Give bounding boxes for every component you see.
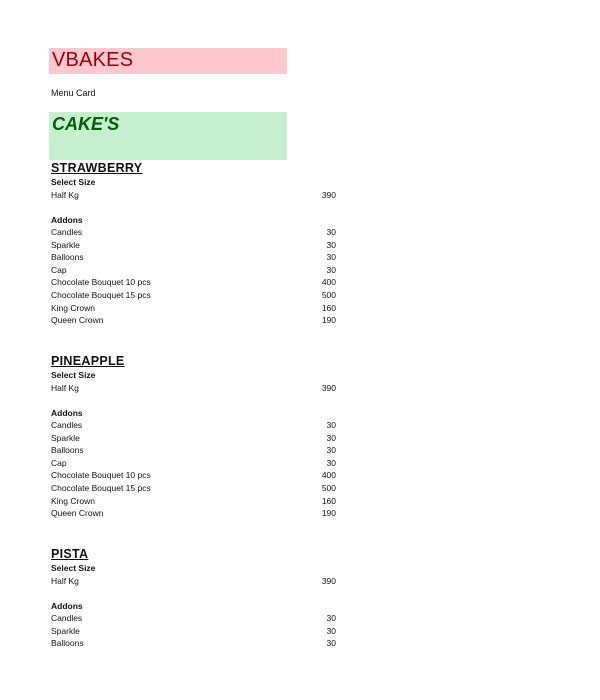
addon-price: 30 [326, 252, 336, 263]
brand-header [49, 48, 287, 74]
size-label: Half Kg [51, 575, 79, 586]
addon-label: King Crown [51, 495, 95, 506]
addon-price: 400 [321, 277, 336, 288]
addon-row [51, 482, 336, 495]
addon-label: Chocolate Bouquet 10 pcs [51, 277, 151, 288]
addon-row [51, 314, 336, 327]
category-title: CAKE'S [52, 114, 120, 134]
addon-price: 30 [326, 227, 336, 238]
addon-row [51, 625, 336, 638]
select-size-label: Select Size [51, 563, 96, 573]
addon-price: 30 [326, 239, 336, 250]
addon-label: Chocolate Bouquet 15 pcs [51, 483, 151, 494]
addon-price: 160 [321, 302, 336, 313]
cake-name: STRAWBERRY [51, 161, 143, 175]
cake-name: PISTA [51, 547, 89, 561]
addon-price: 190 [321, 315, 336, 326]
addon-label: Sparkle [51, 625, 80, 636]
size-price: 390 [321, 382, 336, 393]
addon-row [51, 637, 336, 650]
size-row [51, 575, 336, 588]
addon-label: Candles [51, 420, 83, 431]
size-price: 390 [321, 189, 336, 200]
cake-section-pista [51, 546, 341, 650]
cake-section-strawberry [51, 160, 341, 327]
addons-label: Addons [51, 407, 83, 418]
menu-subtitle: Menu Card [51, 88, 96, 98]
size-row [51, 382, 336, 395]
addon-row [51, 457, 336, 470]
cake-name: PINEAPPLE [51, 354, 125, 368]
size-label: Half Kg [51, 189, 79, 200]
addon-row [51, 432, 336, 445]
addon-price: 30 [326, 457, 336, 468]
addon-row [51, 444, 336, 457]
addon-row [51, 226, 336, 239]
addon-price: 500 [321, 483, 336, 494]
addon-label: Queen Crown [51, 315, 104, 326]
addon-label: Candles [51, 613, 83, 624]
addon-price: 30 [326, 264, 336, 275]
addon-price: 500 [321, 290, 336, 301]
addon-row [51, 276, 336, 289]
addon-label: Sparkle [51, 432, 80, 443]
cake-section-pineapple [51, 353, 341, 520]
addon-price: 30 [326, 420, 336, 431]
addon-price: 30 [326, 613, 336, 624]
addons-label: Addons [51, 214, 83, 225]
select-size-label: Select Size [51, 370, 96, 380]
addon-price: 30 [326, 432, 336, 443]
addon-row [51, 507, 336, 520]
addon-label: Balloons [51, 252, 84, 263]
addon-label: King Crown [51, 302, 95, 313]
addons-label: Addons [51, 600, 83, 611]
addon-row [51, 239, 336, 252]
addon-row [51, 419, 336, 432]
addon-row [51, 302, 336, 315]
addon-label: Sparkle [51, 239, 80, 250]
addon-label: Candles [51, 227, 83, 238]
addon-label: Queen Crown [51, 508, 104, 519]
size-label: Half Kg [51, 382, 79, 393]
addon-label: Chocolate Bouquet 10 pcs [51, 470, 151, 481]
addon-label: Cap [51, 264, 67, 275]
addon-label: Balloons [51, 638, 84, 649]
addon-row [51, 469, 336, 482]
addon-price: 30 [326, 445, 336, 456]
size-price: 390 [321, 575, 336, 586]
addon-price: 30 [326, 638, 336, 649]
addon-label: Chocolate Bouquet 15 pcs [51, 290, 151, 301]
addon-label: Balloons [51, 445, 84, 456]
addon-price: 190 [321, 508, 336, 519]
addon-price: 160 [321, 495, 336, 506]
addon-label: Cap [51, 457, 67, 468]
addon-row [51, 251, 336, 264]
addon-price: 30 [326, 625, 336, 636]
select-size-label: Select Size [51, 177, 96, 187]
category-header [49, 112, 287, 160]
brand-title: VBAKES [52, 49, 134, 71]
addon-row [51, 495, 336, 508]
addon-price: 400 [321, 470, 336, 481]
addon-row [51, 289, 336, 302]
size-row [51, 189, 336, 202]
addon-row [51, 612, 336, 625]
addon-row [51, 264, 336, 277]
